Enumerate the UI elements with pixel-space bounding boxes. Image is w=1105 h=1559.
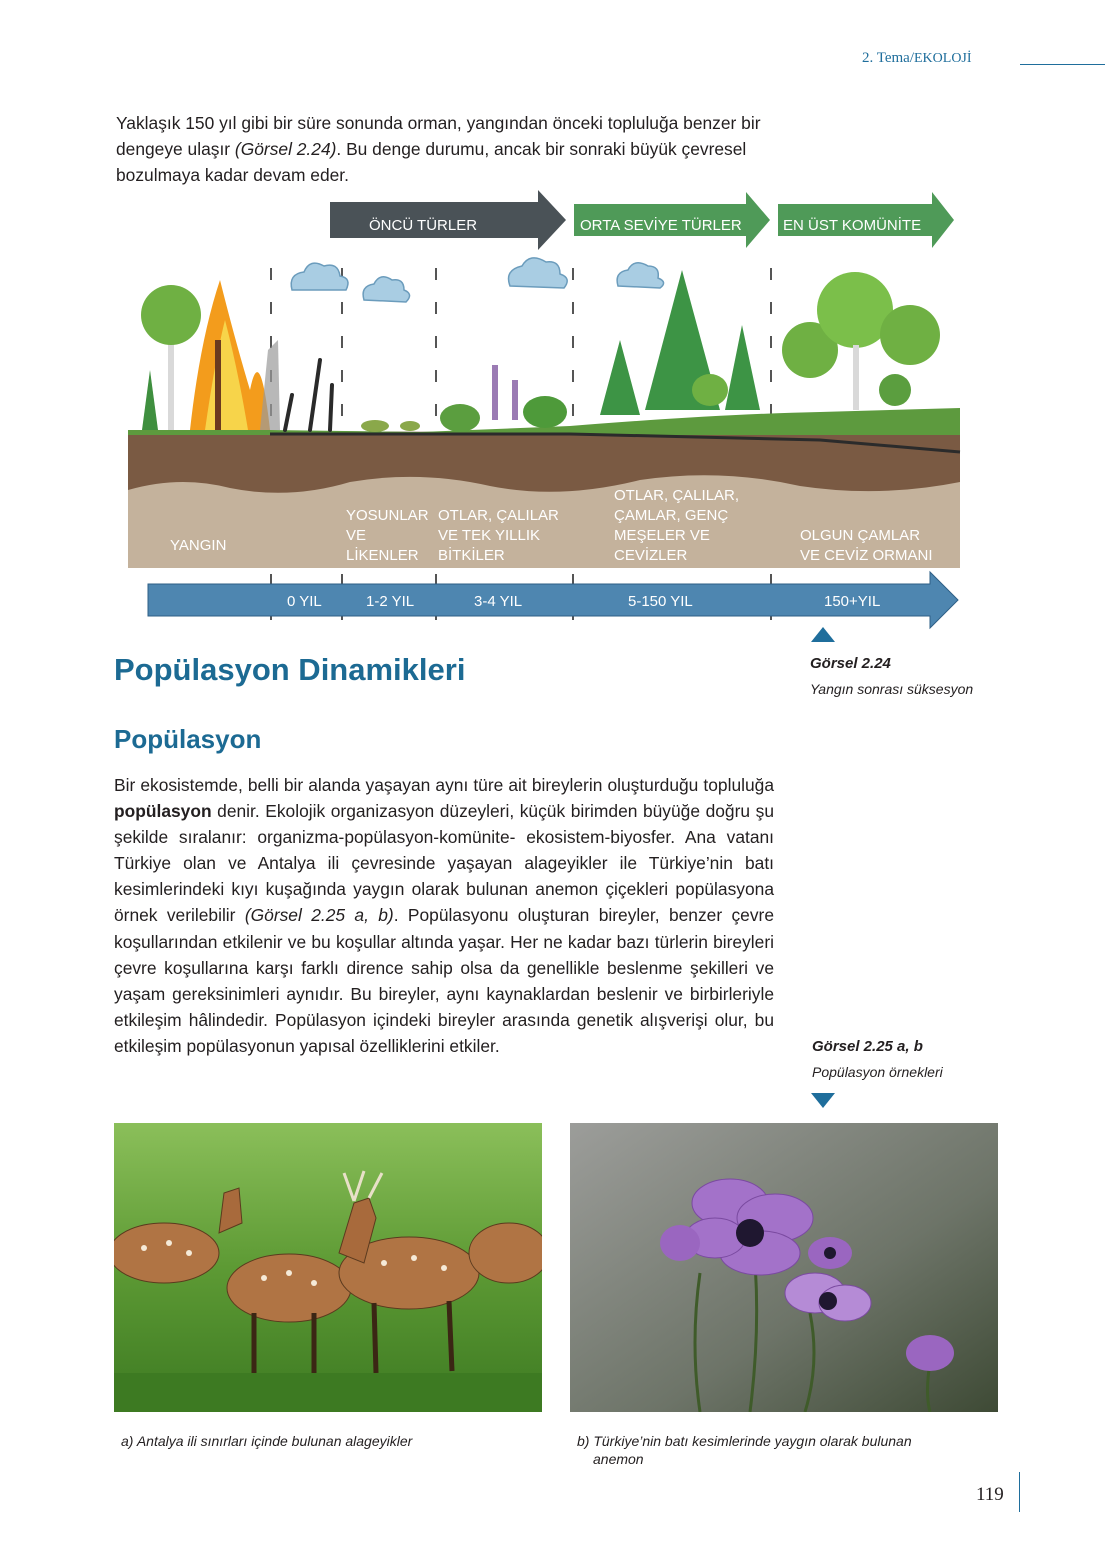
- body-text-2: denir. Ekolojik organizasyon düzeyleri, küçük birimden büyüğe doğru şu şekilde sıralanır: organizma-popülasyon-komünite- ekosistem-biyosfer. Ana vatanı Türkiye olan ve Antalya ili çevresinde yaşayan alageyikler ile Türkiye’nin batı kesimlerindeki kıyı kuşağında yaygın olarak bulunan anemon çiçekleri popülasyona örnek verilebilir: [114, 801, 774, 926]
- mature-forest: [782, 272, 940, 410]
- phase-mosses-label-3: LİKENLER: [346, 547, 419, 564]
- photo-b-caption-line-1: b) Türkiye’nin batı kesimlerinde yaygın olarak bulunan: [577, 1433, 912, 1449]
- body-text-3: . Popülasyonu oluşturan bireyler, benzer çevre koşullarından etkilenir ve bu koşullar altında yaşar. Her ne kadar bazı türlerin bireyleri çevre koşullarına karşı farklı dirence sahip olsa da genellikle beslenme şekilleri ve yaşam gereksinimleri aynıdır. Bu bireyler, aynı kaynaklardan beslenir ve birbirleriyle etkileşim hâlindedir. Popülasyon içindeki bireyler arasında genetik alışverişi olur, bu etkileşim popülasyonun yapısal özelliklerini etkiler.: [114, 905, 774, 1056]
- body-paragraph: [114, 772, 774, 1059]
- stage-label-pioneer: ÖNCÜ TÜRLER: [369, 217, 478, 234]
- header-section: EKOLOJİ: [914, 51, 972, 66]
- anemone-photo: [570, 1123, 998, 1412]
- body-keyword: popülasyon: [114, 801, 212, 822]
- header-rule: [1020, 64, 1105, 65]
- phase-fire-label: YANGIN: [170, 537, 227, 554]
- stage-label-intermediate: ORTA SEVİYE TÜRLER: [580, 217, 742, 234]
- deer-photo: [114, 1123, 542, 1412]
- page-number: 119: [976, 1484, 1004, 1505]
- figure-225-title: Görsel 2.25 a, b: [812, 1038, 923, 1055]
- intro-text-1: Yaklaşık 150 yıl gibi bir süre sonunda orman, yangından önceki topluluğa benzer bir dengeye ulaşır: [116, 113, 761, 159]
- figure-224-title: Görsel 2.24: [810, 655, 891, 672]
- burning-forest: [141, 280, 280, 430]
- phase-mature-label-1: OLGUN ÇAMLAR: [800, 527, 921, 544]
- phase-grasses-label-1: OTLAR, ÇALILAR: [438, 507, 559, 524]
- phase-grasses-label-3: BİTKİLER: [438, 547, 505, 564]
- phase-grasses-label-2: VE TEK YILLIK: [438, 527, 541, 544]
- header-tema: [862, 50, 972, 67]
- timeline-label-1: 1-2 YIL: [366, 593, 415, 610]
- phase-mixed-label-3: MEŞELER VE: [614, 527, 710, 544]
- caption-marker-up-icon: [811, 627, 835, 642]
- photo-a-caption: a) Antalya ili sınırları içinde bulunan alageyikler: [121, 1433, 413, 1449]
- phase-mixed-label-2: ÇAMLAR, GENÇ: [614, 507, 729, 524]
- intermediate-trees: [600, 270, 760, 415]
- succession-diagram: [120, 190, 970, 630]
- body-text-1: Bir ekosistemde, belli bir alanda yaşayan aynı türe ait bireylerin oluşturduğu topluluğa: [114, 775, 774, 795]
- phase-mixed-label-1: OTLAR, ÇALILAR,: [614, 487, 740, 504]
- header-tema-number: 2. Tema: [862, 50, 910, 66]
- intro-paragraph: [116, 110, 796, 188]
- timeline-label-2: 3-4 YIL: [474, 593, 523, 610]
- page-number-rule: [1019, 1472, 1020, 1512]
- grasses: [440, 365, 567, 432]
- caption-marker-down-icon: [811, 1093, 835, 1108]
- timeline-label-4: 150+YIL: [824, 593, 881, 610]
- phase-mature-label-2: VE CEVİZ ORMANI: [800, 547, 933, 564]
- cloud-icon: [291, 258, 663, 302]
- figure-225-subtitle: Popülasyon örnekleri: [812, 1064, 943, 1080]
- intro-text-2: . Bu denge durumu, ancak bir sonraki büyük çevresel bozulmaya kadar devam eder.: [116, 139, 747, 185]
- photo-b-caption-line-2: anemon: [593, 1451, 644, 1467]
- photo-b-caption: [577, 1432, 912, 1468]
- intro-figure-ref: (Görsel 2.24): [234, 139, 337, 159]
- phase-mosses-label-1: YOSUNLAR: [346, 507, 429, 524]
- burnt-stumps: [285, 360, 332, 430]
- phase-mosses-label-2: VE: [346, 527, 367, 544]
- phase-mixed-label-4: CEVİZLER: [614, 547, 688, 564]
- header-separator: /: [909, 50, 914, 66]
- figure-224-subtitle: Yangın sonrası süksesyon: [810, 681, 974, 697]
- section-heading: Popülasyon Dinamikleri: [114, 652, 466, 687]
- body-figure-ref: (Görsel 2.25 a, b): [244, 905, 394, 926]
- timeline-label-3: 5-150 YIL: [628, 593, 693, 610]
- timeline-label-0: 0 YIL: [287, 593, 322, 610]
- stage-label-climax: EN ÜST KOMÜNİTE: [783, 217, 922, 234]
- subsection-heading: Popülasyon: [114, 724, 262, 754]
- mosses: [361, 420, 420, 432]
